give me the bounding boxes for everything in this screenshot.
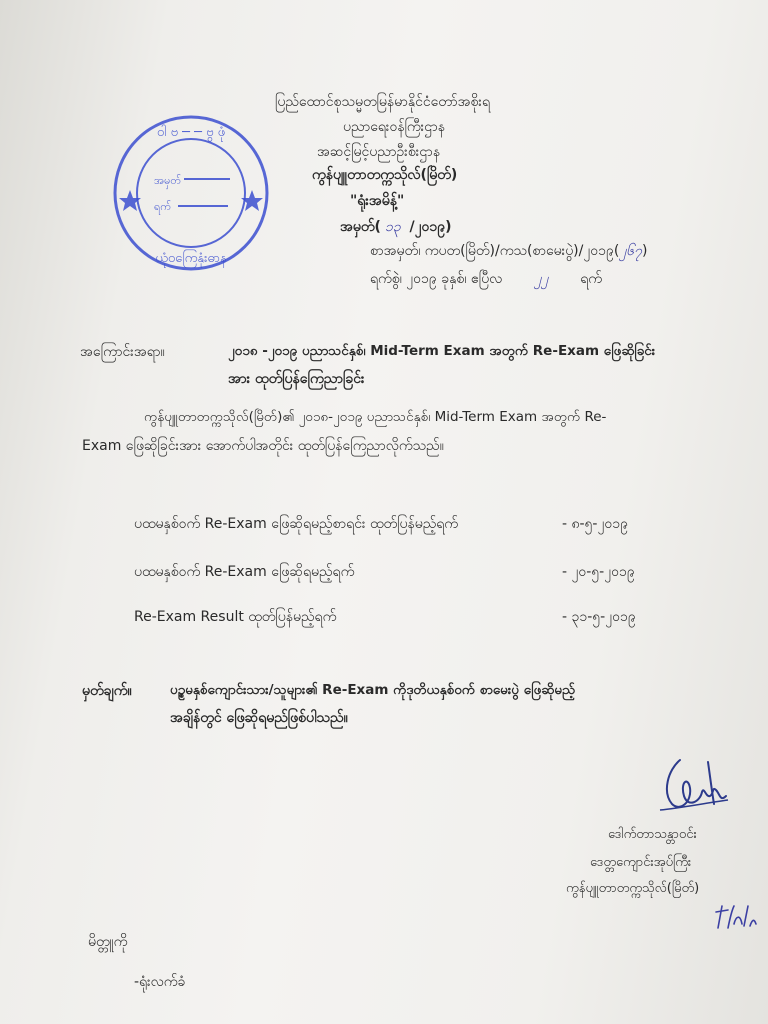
schedule-item-3: Re-Exam Result ထုတ်ပြန်မည့်ရက် [134,609,337,625]
handwritten-signature [650,752,740,822]
schedule-item-1: ပထမနှစ်ဝက် Re-Exam ဖြေဆိုရမည့်စာရင်း ထုတ်ပြန်မည့်ရက် [134,516,458,532]
copy-to-item: -ရုံးလက်ခံ [134,974,186,990]
svg-text:အမှတ်: အမှတ် [154,174,182,187]
issue-date [370,270,602,288]
order-number-handwritten: ၁၃ [384,219,401,235]
signatory-name: ဒေါက်တာသန္တာဝင်း [608,827,697,842]
order-number-prefix: အမှတ်( [340,219,381,235]
reference-handwritten: ၂၆၇ [619,243,642,259]
date-handwritten-day: ၂၂ [534,271,549,287]
signatory-organization: ကွန်ပျူတာတက္ကသိုလ်(မြိတ်) [566,881,700,896]
note-line-2: အချိန်တွင် ဖြေဆိုရမည်ဖြစ်ပါသည်။ [170,710,348,726]
note-line-1: ပဥ္စမနှစ်ကျောင်းသား/သူများ၏ Re-Exam ကိုဒုတိယနှစ်ဝက် စာမေးပွဲ ဖြေဆိုမည့် [170,682,576,698]
sub-department-header: အဆင့်မြင့်ပညာဦးစီးဌာန [317,144,441,160]
order-number [340,218,452,236]
schedule-date-3: - ၃၁-၅-၂၀၁၉ [562,609,636,625]
copy-to-label: မိတ္တူကို [88,934,128,950]
date-prefix: ရက်စွဲ၊ ၂၀၁၉ ခုနှစ်၊ ဧပြီလ [370,271,503,287]
schedule-date-2: - ၂၀-၅-၂၀၁၉ [562,564,635,580]
body-paragraph-line-2: Exam ဖြေဆိုခြင်းအား အောက်ပါအတိုင်း ထုတ်ပြန်ကြေညာလိုက်သည်။ [82,438,444,454]
reference-prefix: စာအမှတ်၊ ကပတ(မြိတ်)/ကသ(စာမေးပွဲ)/၂၀၁၉( [370,243,620,259]
date-suffix: ရက် [580,271,602,287]
ministry-header: ပြည်ထောင်စုသမ္မတမြန်မာနိုင်ငံတော်အစိုးရ [275,94,490,110]
office-order-title: "ရုံးအမိန့်" [350,193,405,209]
subject-label: အကြောင်းအရာ။ [80,344,165,360]
svg-text:ယုံဝကြေနုံးဓာန: ယုံဝကြေနုံးဓာန [155,251,227,266]
university-header: ကွန်ပျူတာတက္ကသိုလ်(မြိတ်) [312,167,458,183]
subject-line-1: ၂၀၁၈ -၂၀၁၉ ပညာသင်နှစ်၊ Mid-Term Exam အတွက် Re-Exam ဖြေဆိုခြင်း [228,343,656,359]
department-header: ပညာရေးဝန်ကြီးဌာန [343,119,445,135]
official-seal-stamp [110,112,272,274]
order-number-suffix: /၂၀၁၉) [404,219,452,235]
svg-text:ရက်: ရက် [154,200,172,213]
schedule-item-2: ပထမနှစ်ဝက် Re-Exam ဖြေဆိုရမည့်ရက် [134,564,355,580]
subject-line-2: အား ထုတ်ပြန်ကြေညာခြင်း [228,371,365,387]
body-paragraph-line-1: ကွန်ပျူတာတက္ကသိုလ်(မြိတ်)၏ ၂၀၁၈-၂၀၁၉ ပညာသင်နှစ်၊ Mid-Term Exam အတွက် Re- [144,409,607,425]
handwritten-initials [712,898,762,934]
svg-text:ဝါ ဗ ─ ─ ဗွ ဖုံ: ဝါ ဗ ─ ─ ဗွ ဖုံ [156,125,226,140]
schedule-date-1: - ၈-၅-၂၀၁၉ [562,516,628,532]
signatory-title: ဒေတ္တကျောင်းအုပ်ကြီး [590,855,692,870]
note-label: မှတ်ချက်။ [82,683,132,699]
reference-number [370,242,647,260]
reference-suffix: ) [641,243,648,259]
